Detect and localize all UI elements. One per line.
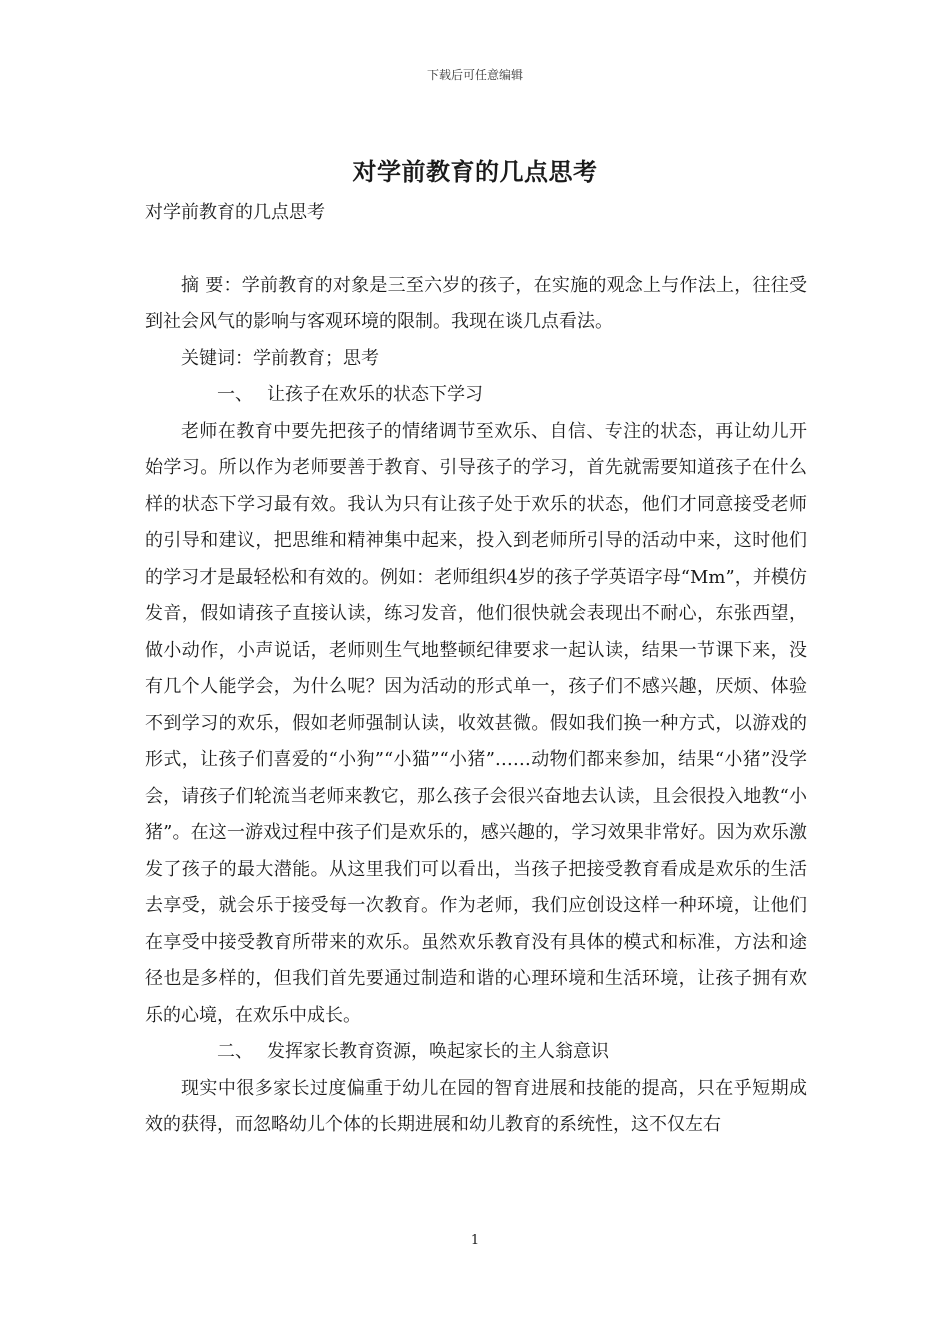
document-body	[145, 195, 807, 1144]
keywords-line: 关键词：学前教育；思考	[181, 347, 379, 369]
section-number-2: 二、	[217, 1041, 253, 1062]
document-subtitle: 对学前教育的几点思考	[145, 202, 325, 223]
section-paragraph-2: 现实中很多家长过度偏重于幼儿在园的智育进展和技能的提高，只在乎短期成效的获得，而忽略幼儿个体的长期进展和幼儿教育的系统性，这不仅左右	[145, 1077, 807, 1135]
section-number-1: 一、	[217, 384, 253, 405]
section-title-2: 发挥家长教育资源，唤起家长的主人翁意识	[267, 1041, 609, 1062]
abstract-paragraph: 摘 要：学前教育的对象是三至六岁的孩子，在实施的观念上与作法上，往往受到社会风气的影响与客观环境的限制。我现在谈几点看法。	[145, 274, 807, 332]
page-number: 1	[470, 1233, 480, 1248]
page-header: 下载后可任意编辑	[426, 68, 523, 82]
section-heading-1	[145, 377, 807, 414]
section-paragraph-1: 老师在教育中要先把孩子的情绪调节至欢乐、自信、专注的状态，再让幼儿开始学习。所以作为老师要善于教育、引导孩子的学习，首先就需要知道孩子在什么样的状态下学习最有效。我认为只有让孩子处于欢乐的状态，他们才同意接受老师的引导和建议，把思维和精神集中起来，投入到老师所引导的活动中来，这时他们的学习才是最轻松和有效的。例如：老师组织4岁的孩子学英语字母“Mm”，并模仿发音，假如请孩子直接认读，练习发音，他们很快就会表现出不耐心，东张西望，做小动作，小声说话，老师则生气地整顿纪律要求一起认读，结果一节课下来，没有几个人能学会，为什么呢？因为活动的形式单一，孩子们不感兴趣，厌烦、体验不到学习的欢乐，假如老师强制认读，收效甚微。假如我们换一种方式，以游戏的形式，让孩子们喜爱的“小狗”“小猫”“小猪”……动物们都来参加，结果“小猪”没学会，请孩子们轮流当老师来教它，那么孩子会很兴奋地去认读，且会很投入地教“小猪”。在这一游戏过程中孩子们是欢乐的，感兴趣的，学习效果非常好。因为欢乐激发了孩子的最大潜能。从这里我们可以看出，当孩子把接受教育看成是欢乐的生活去享受，就会乐于接受每一次教育。作为老师，我们应创设这样一种环境，让他们在享受中接受教育所带来的欢乐。虽然欢乐教育没有具体的模式和标准，方法和途径也是多样的，但我们首先要通过制造和谐的心理环境和生活环境，让孩子拥有欢乐的心境，在欢乐中成长。	[145, 420, 807, 1026]
section-title-1: 让孩子在欢乐的状态下学习	[267, 384, 483, 405]
document-title: 对学前教育的几点思考	[352, 157, 598, 186]
section-heading-2	[145, 1034, 807, 1071]
